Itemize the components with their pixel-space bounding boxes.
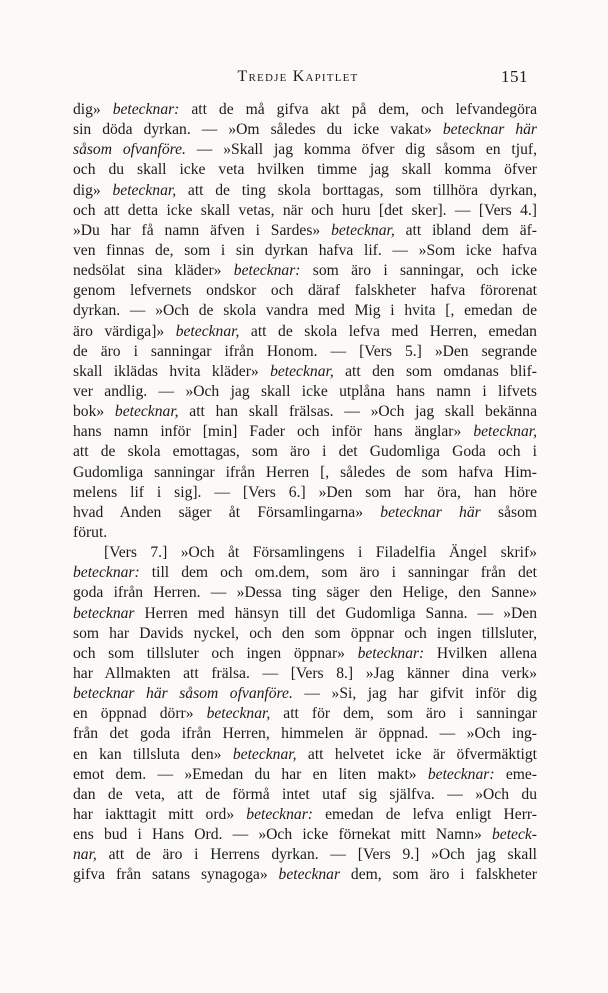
text-segment: — »Skall jag komma öfver dig såsom en tjuf, [185, 141, 537, 159]
text-segment: melens lif i sig]. — [Vers 6.] »Den som har öra, han höre [73, 483, 537, 501]
text-line [73, 845, 537, 865]
text-line [73, 402, 537, 422]
text-segment: att för dem, som äro i sanningar [270, 705, 537, 723]
text-line [73, 422, 537, 442]
text-line [73, 664, 537, 684]
text-line [73, 604, 537, 624]
text-segment: emedan de lefva enligt Herr- [312, 805, 537, 823]
text-segment: till dem och om.dem, som äro i sanningar från det [139, 564, 537, 582]
text-line [73, 442, 537, 462]
text-segment: dan de veta, att de förmå intet utaf sig själfva. — »Och du [73, 785, 537, 803]
italic-term: betecknar: [246, 805, 313, 823]
text-segment: skall iklädas hvita kläder» [73, 362, 271, 380]
text-line [73, 724, 537, 744]
text-segment: en kan tillsluta den» [73, 745, 233, 763]
page-header [68, 68, 528, 94]
text-segment: »Du har få namn äfven i Sardes» [73, 221, 332, 239]
text-segment: genom lefvernets ondskor och däraf falskheter hafva förorenat [73, 282, 537, 300]
text-segment: Herren med hänsyn till det Gudomliga Sanna. — »Den [134, 604, 537, 622]
italic-term: betecknar [73, 604, 135, 622]
italic-term: betecknar: [357, 644, 425, 662]
text-line [73, 503, 537, 523]
text-segment: goda ifrån Herren. — »Dessa ting säger den Helige, den Sanne» [73, 584, 537, 602]
italic-term: betecknar, [112, 181, 177, 199]
text-segment: äro värdiga]» [73, 322, 176, 340]
text-line [73, 483, 537, 503]
italic-term: betecknar, [175, 322, 240, 340]
running-title: Tredje Kapitlet [237, 68, 359, 85]
body-text [73, 100, 537, 885]
italic-term: betecknar, [473, 423, 537, 441]
italic-term: beteck- [491, 826, 537, 844]
italic-term: betecknar, [206, 705, 271, 723]
text-line [73, 181, 537, 201]
italic-term: såsom ofvanföre. [73, 141, 186, 159]
text-line [73, 362, 537, 382]
text-line [73, 684, 537, 704]
italic-term: betecknar, [270, 362, 334, 380]
text-segment: eme- [494, 765, 537, 783]
text-segment: en öppnad dörr» [73, 705, 207, 723]
text-segment: sin döda dyrkan. — »Om således du icke vakat» [73, 121, 443, 139]
text-segment: att de äro i Herrens dyrkan. — [Vers 9.] »Och jag skall [96, 846, 537, 864]
italic-term: nar, [73, 846, 97, 864]
italic-term: betecknar, [114, 403, 179, 421]
text-line [73, 523, 537, 543]
text-segment: förut. [73, 523, 108, 541]
italic-term: betecknar: [73, 564, 140, 582]
italic-term: betecknar, [331, 221, 395, 239]
text-segment: att de må gifva akt på dem, och lefvandegöra [179, 101, 537, 118]
text-segment: som har Davids nyckel, och den som öppnar och ingen tillsluter, [73, 624, 537, 642]
text-segment: Gudomliga sanningar ifrån Herren [, således de som hafva Him- [73, 463, 537, 481]
text-segment: dig» [73, 181, 113, 199]
text-segment: ens bud i Hans Ord. — »Och icke förnekat mitt Namn» [73, 826, 492, 844]
text-segment: de äro i sanningar ifrån Honom. — [Vers 5.] »Den segrande [73, 342, 537, 360]
text-line [73, 624, 537, 644]
text-segment: att den som omdanas blif- [333, 362, 537, 380]
text-segment: bok» [73, 403, 115, 421]
text-line [73, 382, 537, 402]
text-segment: Hvilken allena [424, 644, 537, 662]
text-line [73, 201, 537, 221]
text-line [73, 241, 537, 261]
text-segment: dem, som äro i falskheter [340, 866, 537, 884]
text-segment: och att detta icke skall vetas, när och huru [det sker]. — [Vers 4.] [73, 201, 537, 219]
text-segment: dyrkan. — »Och de skola vandra med Mig i hvita [, emedan de [73, 302, 537, 320]
text-segment: nedsölat sina kläder» [73, 262, 234, 280]
italic-term: betecknar, [232, 745, 297, 763]
text-line [73, 825, 537, 845]
text-line [73, 261, 537, 281]
text-line [73, 785, 537, 805]
text-segment: från det goda ifrån Herren, himmelen är öppnad. — »Och ing- [73, 725, 537, 743]
text-line [73, 805, 537, 825]
text-line [73, 704, 537, 724]
text-line [73, 543, 537, 563]
text-line [73, 865, 537, 885]
text-segment: att de ting skola borttagas, som tillhöra dyrkan, [176, 181, 537, 199]
text-line [73, 160, 537, 180]
italic-term: betecknar: [112, 101, 180, 118]
text-segment: hans namn inför [min] Fader och inför hans änglar» [73, 423, 474, 441]
text-line [73, 342, 537, 362]
text-line [73, 281, 537, 301]
text-segment: att ibland dem äf- [394, 221, 537, 239]
text-segment: som äro i sanningar, och icke [300, 262, 537, 280]
text-line [73, 140, 537, 160]
text-segment: och som tillsluter och ingen öppnar» [73, 644, 358, 662]
italic-term: betecknar: [233, 262, 301, 280]
text-segment: har iakttagit mitt ord» [73, 805, 247, 823]
italic-term: betecknar [278, 866, 341, 884]
text-segment: ver andlig. — »Och jag skall icke utplåna hans namn i lifvets [73, 382, 537, 400]
text-line [73, 120, 537, 140]
italic-term: betecknar: [427, 765, 495, 783]
text-segment: ven finnas de, som i sin dyrkan hafva lif. — »Som icke hafva [73, 241, 537, 259]
text-segment: gifva från satans synagoga» [73, 866, 279, 884]
text-line [73, 322, 537, 342]
text-line [73, 765, 537, 785]
text-line [73, 745, 537, 765]
text-segment: dig» [73, 101, 113, 118]
text-segment: att de skola lefva med Herren, emedan [239, 322, 537, 340]
text-segment: — »Si, jag har gifvit inför dig [292, 685, 537, 703]
text-segment: och du skall icke veta hvilken timme jag skall komma öfver [73, 161, 537, 179]
text-line [73, 644, 537, 664]
text-segment: har Allmakten att frälsa. — [Vers 8.] »Jag känner dina verk» [73, 664, 537, 682]
text-segment: hvad Anden säger åt Församlingarna» [73, 503, 381, 521]
text-segment: att de skola emottagas, som äro i det Gudomliga Goda och i [73, 443, 537, 461]
italic-term: betecknar här [380, 503, 481, 521]
italic-term: betecknar här [442, 121, 537, 139]
text-line [73, 563, 537, 583]
text-line [73, 100, 537, 120]
text-segment: att helvetet icke är öfvermäktigt [296, 745, 537, 763]
text-line [73, 463, 537, 483]
text-line [73, 221, 537, 241]
page-number: 151 [501, 67, 528, 86]
text-segment: emot dem. — »Emedan du har en liten makt» [73, 765, 428, 783]
text-segment: att han skall frälsas. — »Och jag skall bekänna [178, 403, 537, 421]
text-segment: såsom [480, 503, 538, 521]
text-segment: [Vers 7.] »Och åt Församlingens i Filadelfia Ängel skrif» [104, 544, 537, 562]
text-line [73, 301, 537, 321]
italic-term: betecknar här såsom ofvanföre. [73, 685, 293, 703]
text-line [73, 583, 537, 603]
